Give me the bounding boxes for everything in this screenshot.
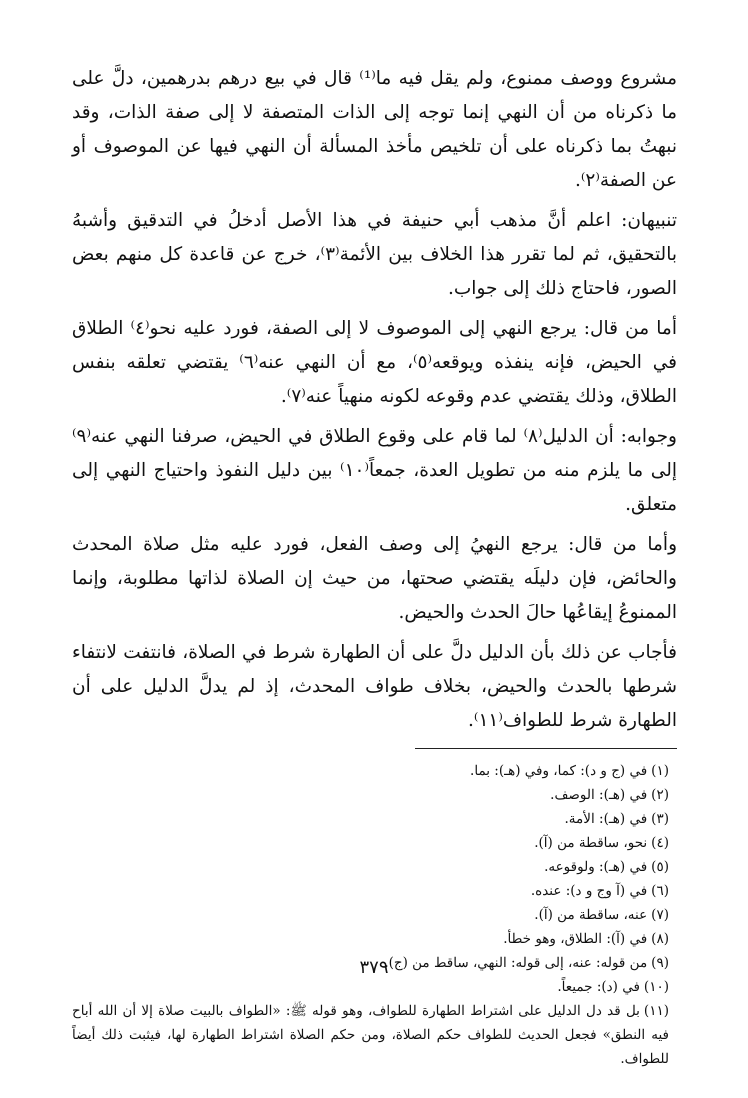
footnote-text: في (آ وج و د): عنده. <box>530 883 648 899</box>
footnote-10 <box>72 975 669 999</box>
footnote-number: (٩) <box>651 955 669 971</box>
footnote-text: في (هـ): ولوقوعه. <box>544 859 648 875</box>
footnote-11 <box>72 999 669 1071</box>
footnote-8 <box>72 927 669 951</box>
footnote-3 <box>72 807 669 831</box>
footnote-text: عنه، ساقطة من (آ). <box>534 907 648 923</box>
body-paragraph-2: تنبيهان: اعلم أنَّ مذهب أبي حنيفة في هذا الأصل أدخلُ في التدقيق وأشبهُ بالتحقيق، ثم لما تقرر هذا الخلاف بين الأئمة⁽٣⁾، خرج عن قاعدة كل منهم بعض الصور، فاحتاج ذلك إلى جواب. <box>72 210 677 299</box>
body-paragraph-4: وجوابه: أن الدليل⁽٨⁾ لما قام على وقوع الطلاق في الحيض، صرفنا النهي عنه⁽٩⁾ إلى ما يلزم منه من تطويل العدة، جمعاً⁽١٠⁾ بين دليل النفوذ واحتياج النهي إلى متعلق. <box>72 426 677 515</box>
footnote-text: في (هـ): الوصف. <box>550 787 648 803</box>
footnote-number: (٥) <box>651 859 669 875</box>
footnote-7 <box>72 903 669 927</box>
page-content <box>72 62 677 1071</box>
body-paragraph-5: وأما من قال: يرجع النهيُ إلى وصف الفعل، فورد عليه مثل صلاة المحدث والحائض، فإن دليلَه يقتضي صحتها، من حيث إن الصلاة لذاتها مطلوبة، وإنما الممنوعُ إيقاعُها حالَ الحدث والحيض. <box>72 534 677 623</box>
footnote-number: (١١) <box>643 1003 669 1019</box>
footnote-divider <box>415 748 677 749</box>
page-number: ٣٧٩ <box>359 957 389 978</box>
footnote-number: (٨) <box>651 931 669 947</box>
body-paragraph-1: مشروع ووصف ممنوع، ولم يقل فيه ما⁽¹⁾ قال في بيع درهم بدرهمين، دلَّ على ما ذكرناه من أن النهي إنما توجه إلى الذات المتصفة لا إلى صفة الذات، وقد نبهتُ بما ذكرناه على أن تلخيص مأخذ المسألة أن النهي فيها عن الموصوف أو عن الصفة⁽٢⁾. <box>72 68 677 191</box>
footnote-text: نحو، ساقطة من (آ). <box>534 835 648 851</box>
footnote-text: في (هـ): الأمة. <box>564 811 648 827</box>
footnote-1 <box>72 759 669 783</box>
footnote-number: (٤) <box>651 835 669 851</box>
footnote-number: (٣) <box>651 811 669 827</box>
body-paragraph-6: فأجاب عن ذلك بأن الدليل دلَّ على أن الطهارة شرط في الصلاة، فانتفت لانتفاء شرطها بالحدث والحيض، بخلاف طواف المحدث، إذ لم يدلَّ الدليل على أن الطهارة شرط للطواف⁽١١⁾. <box>72 642 677 731</box>
footnote-number: (٦) <box>651 883 669 899</box>
footnotes-list <box>72 759 677 1071</box>
footnote-number: (١٠) <box>643 979 669 995</box>
footnote-text: في (آ): الطلاق، وهو خطأ. <box>503 931 648 947</box>
footnote-text: في (د): جميعاً. <box>557 979 640 995</box>
footnote-text: من قوله: عنه، إلى قوله: النهي، ساقط من (ج). <box>384 955 648 971</box>
footnote-5 <box>72 855 669 879</box>
footnote-number: (١) <box>651 763 669 779</box>
footnote-number: (٢) <box>651 787 669 803</box>
footnote-4 <box>72 831 669 855</box>
footnote-2 <box>72 783 669 807</box>
body-paragraph-3: أما من قال: يرجع النهي إلى الموصوف لا إلى الصفة، فورد عليه نحو⁽٤⁾ الطلاق في الحيض، فإنه ينفذه ويوقعه⁽٥⁾، مع أن النهي عنه⁽٦⁾ يقتضي تعلقه بنفس الطلاق، وذلك يقتضي عدم وقوعه لكونه منهياً عنه⁽٧⁾. <box>72 318 677 407</box>
footnote-text: بل قد دل الدليل على اشتراط الطهارة للطواف، وهو قوله ﷺ: «الطواف بالبيت صلاة إلا أن الله أباح فيه النطق» فجعل الحديث للطواف حكم الصلاة، ومن حكم الصلاة اشتراط الطهارة لها، فيثبت ذلك أيضاً للطواف. <box>72 1003 669 1067</box>
footnote-6 <box>72 879 669 903</box>
footnote-text: في (ج و د): كما، وفي (هـ): بما. <box>470 763 648 779</box>
footnote-number: (٧) <box>651 907 669 923</box>
